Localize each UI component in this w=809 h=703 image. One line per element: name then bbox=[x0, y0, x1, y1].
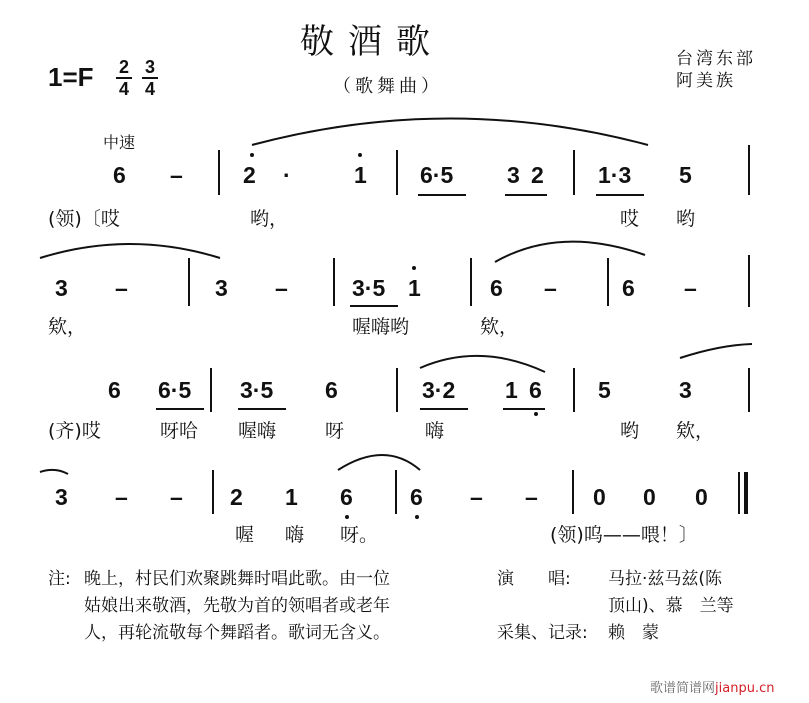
lyric: 哟 bbox=[620, 420, 640, 442]
underline bbox=[418, 194, 466, 196]
final-barline-thin bbox=[738, 472, 740, 514]
slur-row3-b bbox=[680, 344, 752, 358]
tie-row4-a bbox=[40, 470, 68, 474]
barline bbox=[573, 150, 575, 195]
underline bbox=[238, 408, 286, 410]
note-pair: 3·5 bbox=[240, 377, 274, 403]
note: 6 bbox=[410, 484, 423, 510]
slur-row3-a bbox=[420, 356, 545, 372]
note-line: 人，再轮流敬每个舞蹈者。歌词无含义。 bbox=[84, 623, 390, 643]
tie-row4-b bbox=[338, 455, 420, 470]
note-label: 注: bbox=[48, 569, 71, 589]
note: 6 bbox=[622, 275, 635, 301]
barline bbox=[470, 258, 472, 306]
page-title: 敬酒歌 bbox=[300, 22, 444, 62]
barline bbox=[333, 258, 335, 306]
watermark bbox=[650, 677, 774, 696]
lyric: 呀 bbox=[325, 420, 345, 442]
note: 1 bbox=[505, 377, 518, 403]
note: 3 bbox=[679, 377, 692, 403]
note-line: 晚上，村民们欢聚跳舞时唱此歌。由一位 bbox=[84, 569, 390, 589]
origin-region: 台湾东部 bbox=[676, 49, 756, 69]
lyric: 欸， bbox=[48, 316, 87, 338]
dash: – bbox=[275, 275, 288, 301]
underline bbox=[420, 408, 468, 410]
low-octave-dot bbox=[345, 515, 349, 519]
barline bbox=[212, 470, 214, 514]
watermark-domain: jianpu.cn bbox=[715, 681, 775, 696]
lyric: 哟， bbox=[250, 208, 289, 230]
note: 5 bbox=[679, 162, 692, 188]
lyric: 呀哈 bbox=[160, 420, 199, 442]
credit-sing-line: 马拉·兹马兹(陈 bbox=[608, 569, 723, 589]
note: 1 bbox=[285, 484, 298, 510]
note: 6 bbox=[529, 377, 542, 403]
note: 6 bbox=[108, 377, 121, 403]
credit-sing-line: 顶山)、慕 兰等 bbox=[608, 596, 734, 616]
note-line: 姑娘出来敬酒，先敬为首的领唱者或老年 bbox=[84, 596, 390, 616]
barline bbox=[748, 368, 750, 412]
note: 6 bbox=[490, 275, 503, 301]
note: 2 bbox=[243, 162, 256, 188]
lyric: (领)〔哎 bbox=[48, 208, 120, 230]
note: 6 bbox=[325, 377, 338, 403]
credit-sing-label: 演 唱: bbox=[497, 569, 571, 589]
final-barline-thick bbox=[744, 472, 748, 514]
barline bbox=[210, 368, 212, 412]
meter-b-top: 3 bbox=[144, 57, 155, 77]
lyric: 欸， bbox=[480, 316, 519, 338]
note: 3 bbox=[507, 162, 520, 188]
note-pair: 3·2 bbox=[422, 377, 456, 403]
low-octave-dot bbox=[534, 412, 538, 416]
barline bbox=[573, 368, 575, 412]
note: 1 bbox=[354, 162, 367, 188]
barline bbox=[395, 470, 397, 514]
lyric: (齐)哎 bbox=[48, 420, 101, 442]
note: 3 bbox=[55, 275, 68, 301]
credit-record-label: 采集、记录: bbox=[497, 623, 588, 643]
lyric: 喔嗨哟 bbox=[352, 316, 410, 338]
lyric: 呀。 bbox=[340, 524, 379, 546]
note: 3 bbox=[215, 275, 228, 301]
origin-ethnic: 阿美族 bbox=[676, 71, 736, 91]
underline bbox=[596, 194, 644, 196]
underline bbox=[503, 408, 545, 410]
lyric: 喔 bbox=[235, 524, 255, 546]
lyric: 喔嗨 bbox=[238, 420, 277, 442]
lyric: 哎 bbox=[620, 208, 640, 230]
note: 2 bbox=[230, 484, 243, 510]
watermark-site-name: 歌谱简谱网 bbox=[650, 681, 716, 696]
tempo-marking: 中速 bbox=[103, 133, 136, 152]
slur-row1 bbox=[252, 119, 648, 146]
dash: – bbox=[170, 484, 183, 510]
underline bbox=[350, 305, 398, 307]
page-subtitle: （歌舞曲） bbox=[333, 76, 443, 97]
note-pair: 1·3 bbox=[598, 162, 632, 188]
note: 2 bbox=[531, 162, 544, 188]
barline bbox=[396, 150, 398, 195]
underline bbox=[505, 194, 547, 196]
barline bbox=[748, 145, 750, 195]
note-text bbox=[84, 566, 390, 647]
dash: – bbox=[115, 275, 128, 301]
credit-record-value: 赖 蒙 bbox=[608, 623, 659, 643]
barline bbox=[188, 258, 190, 306]
high-octave-dot bbox=[412, 266, 416, 270]
dash: – bbox=[525, 484, 538, 510]
meter-a-top: 2 bbox=[118, 57, 129, 77]
high-octave-dot bbox=[358, 153, 362, 157]
meter-a-bottom: 4 bbox=[118, 79, 129, 99]
high-octave-dot bbox=[250, 153, 254, 157]
tie-row2-a bbox=[40, 244, 220, 258]
lyric: 嗨 bbox=[285, 524, 305, 546]
barline bbox=[218, 150, 220, 195]
low-octave-dot bbox=[415, 515, 419, 519]
note-pair: 6·5 bbox=[420, 162, 454, 188]
dash: – bbox=[684, 275, 697, 301]
barline bbox=[572, 470, 574, 514]
tie-row2-b bbox=[495, 242, 645, 262]
dot-extension: · bbox=[283, 162, 291, 188]
dash: – bbox=[470, 484, 483, 510]
note: 5 bbox=[598, 377, 611, 403]
barline bbox=[748, 255, 750, 307]
lyric: 哟 bbox=[676, 208, 696, 230]
lyric: (领)呜——喂！〕 bbox=[550, 524, 698, 546]
rest: 0 bbox=[643, 484, 656, 510]
key-signature: 1=F bbox=[48, 62, 94, 92]
note-pair: 6·5 bbox=[158, 377, 192, 403]
note: 3 bbox=[55, 484, 68, 510]
rest: 0 bbox=[593, 484, 606, 510]
lyric: 欸， bbox=[676, 420, 715, 442]
barline bbox=[607, 258, 609, 306]
note: 1 bbox=[408, 275, 421, 301]
rest: 0 bbox=[695, 484, 708, 510]
note: 6 bbox=[340, 484, 353, 510]
note: 6 bbox=[113, 162, 126, 188]
meter-b-bottom: 4 bbox=[144, 79, 155, 99]
note-pair: 3·5 bbox=[352, 275, 386, 301]
dash: – bbox=[544, 275, 557, 301]
underline bbox=[156, 408, 204, 410]
credit-sing-value bbox=[608, 566, 734, 620]
dash: – bbox=[115, 484, 128, 510]
barline bbox=[396, 368, 398, 412]
dash: – bbox=[170, 162, 183, 188]
lyric: 嗨 bbox=[425, 420, 445, 442]
